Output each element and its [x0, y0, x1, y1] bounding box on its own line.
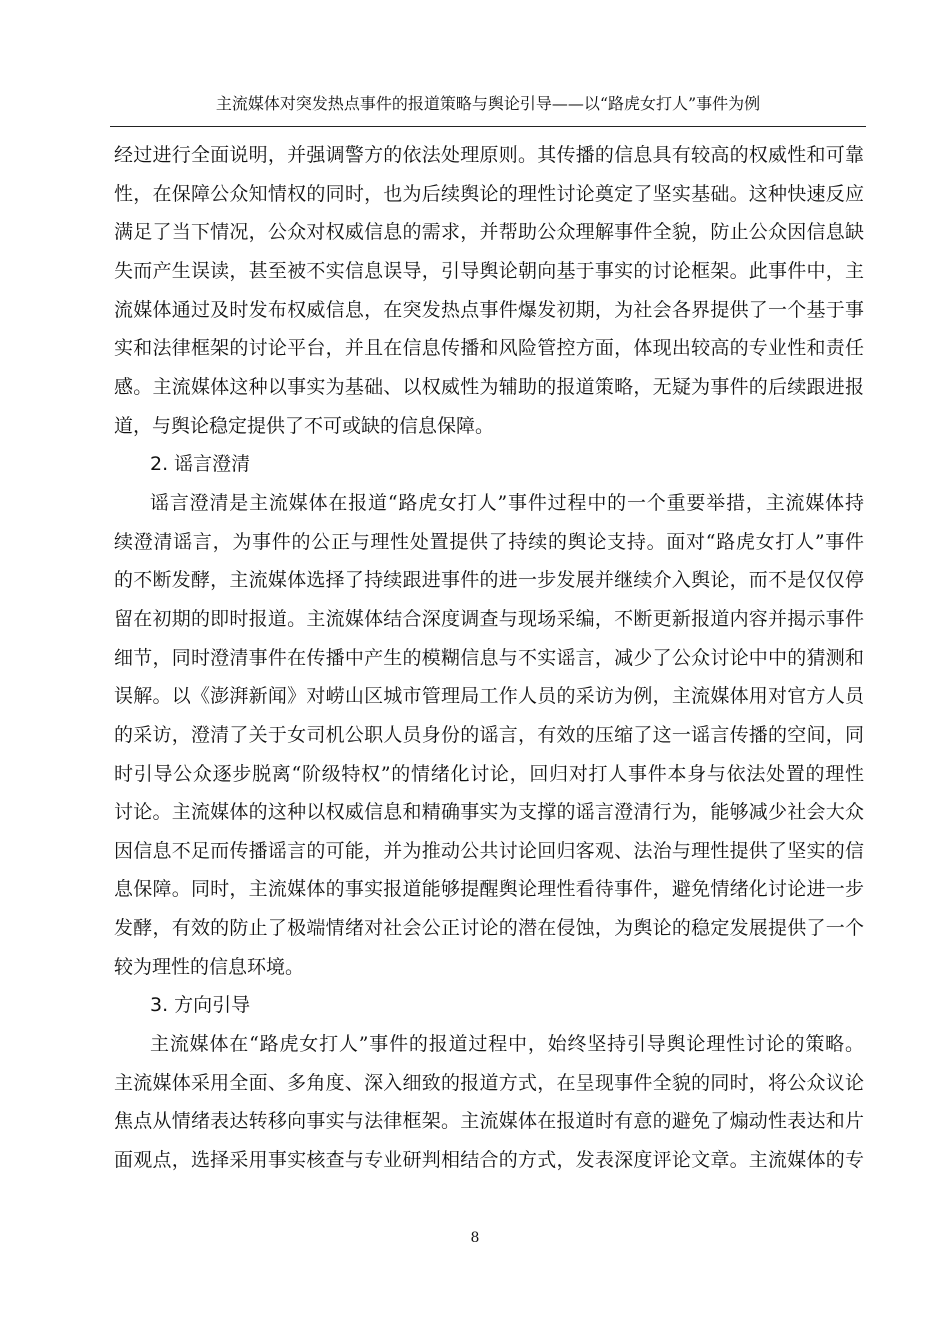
text-line: 道，与舆论稳定提供了不可或缺的信息保障。 — [114, 414, 495, 437]
text-line: 谣言澄清是主流媒体在报道“路虎女打人”事件过程中的一个重要举措，主流媒体持 — [150, 491, 864, 514]
text-line: 的采访，澄清了关于女司机公职人员身份的谣言，有效的压缩了这一谣言传播的空间，同 — [114, 723, 864, 746]
text-line: 细节，同时澄清事件在传播中产生的模糊信息与不实谣言，减少了公众讨论中中的猜测和 — [114, 646, 864, 669]
text-line: 感。主流媒体这种以事实为基础、以权威性为辅助的报道策略，无疑为事件的后续跟进报 — [114, 375, 864, 398]
text-line: 时引导公众逐步脱离“阶级特权”的情绪化讨论，回归对打人事件本身与依法处置的理性 — [114, 762, 864, 785]
text-line: 留在初期的即时报道。主流媒体结合深度调查与现场采编，不断更新报道内容并揭示事件 — [114, 607, 864, 630]
text-line: 主流媒体采用全面、多角度、深入细致的报道方式，在呈现事件全貌的同时，将公众议论 — [114, 1071, 864, 1094]
text-line: 主流媒体在“路虎女打人”事件的报道过程中，始终坚持引导舆论理性讨论的策略。 — [150, 1033, 864, 1056]
text-line: 失而产生误读，甚至被不实信息误导，引导舆论朝向基于事实的讨论框架。此事件中，主 — [114, 259, 864, 282]
text-line: 续澄清谣言，为事件的公正与理性处置提供了持续的舆论支持。面对“路虎女打人”事件 — [114, 530, 864, 553]
text-line: 满足了当下情况，公众对权威信息的需求，并帮助公众理解事件全貌，防止公众因信息缺 — [114, 221, 864, 244]
text-line: 息保障。同时，主流媒体的事实报道能够提醒舆论理性看待事件，避免情绪化讨论进一步 — [114, 878, 864, 901]
text-line: 流媒体通过及时发布权威信息，在突发热点事件爆发初期，为社会各界提供了一个基于事 — [114, 298, 864, 321]
text-line: 因信息不足而传播谣言的可能，并为推动公共讨论回归客观、法治与理性提供了坚实的信 — [114, 839, 864, 862]
text-line: 实和法律框架的讨论平台，并且在信息传播和风险管控方面，体现出较高的专业性和责任 — [114, 337, 864, 360]
section-heading-rumor-clarification: 2. 谣言澄清 — [150, 453, 251, 476]
document-body — [114, 136, 864, 1180]
paragraph-2 — [114, 484, 864, 987]
section-heading-direction-guidance: 3. 方向引导 — [150, 994, 251, 1017]
text-line: 的不断发酵，主流媒体选择了持续跟进事件的进一步发展并继续介入舆论，而不是仅仅停 — [114, 569, 864, 592]
header-rule — [110, 126, 866, 127]
page-number: 8 — [470, 1230, 480, 1246]
text-line: 误解。以《澎湃新闻》对崂山区城市管理局工作人员的采访为例，主流媒体用对官方人员 — [114, 685, 864, 708]
text-line: 经过进行全面说明，并强调警方的依法处理原则。其传播的信息具有较高的权威性和可靠 — [114, 144, 864, 166]
paragraph-3 — [114, 1025, 864, 1180]
running-header: 主流媒体对突发热点事件的报道策略与舆论引导——以“路虎女打人”事件为例 — [215, 94, 761, 113]
text-line: 较为理性的信息环境。 — [114, 955, 305, 978]
text-line: 焦点从情绪表达转移向事实与法律框架。主流媒体在报道时有意的避免了煽动性表达和片 — [114, 1110, 864, 1133]
text-line: 面观点，选择采用事实核查与专业研判相结合的方式，发表深度评论文章。主流媒体的专 — [114, 1149, 864, 1172]
text-line: 讨论。主流媒体的这种以权威信息和精确事实为支撑的谣言澄清行为，能够减少社会大众 — [114, 801, 864, 824]
text-line: 发酵，有效的防止了极端情绪对社会公正讨论的潜在侵蚀，为舆论的稳定发展提供了一个 — [114, 917, 864, 940]
text-line: 性，在保障公众知情权的同时，也为后续舆论的理性讨论奠定了坚实基础。这种快速反应 — [114, 182, 864, 205]
paragraph-1 — [114, 136, 864, 445]
